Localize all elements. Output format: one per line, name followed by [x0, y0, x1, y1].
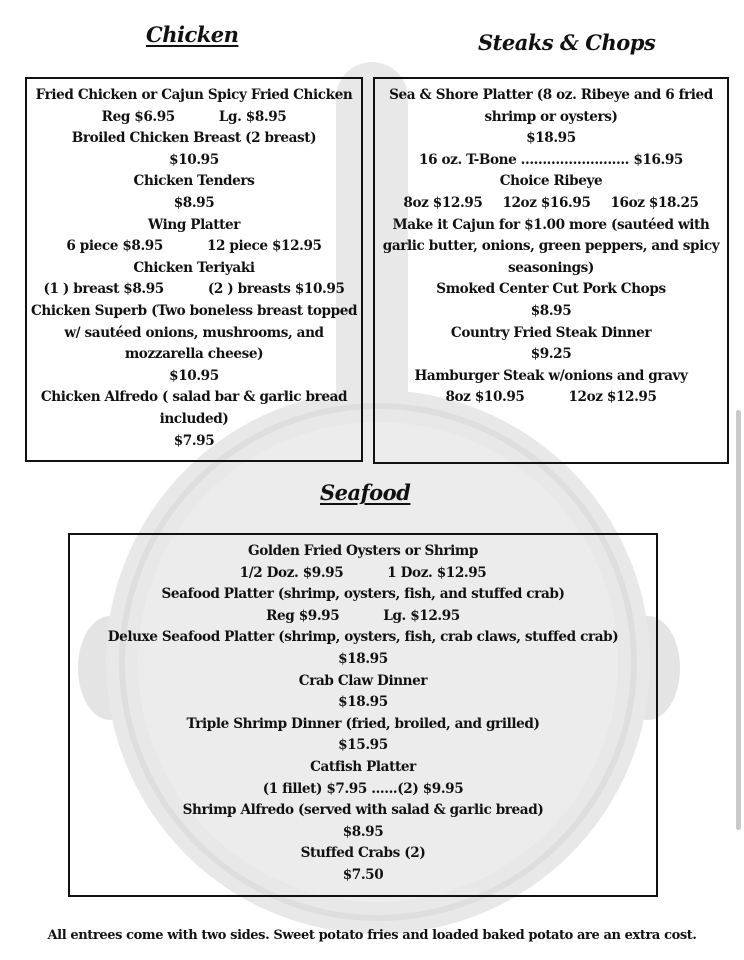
- menu-line: Golden Fried Oysters or Shrimp: [248, 543, 478, 559]
- menu-line: Fried Chicken or Cajun Spicy Fried Chicken: [35, 87, 353, 103]
- steaks-menu-box: [373, 77, 729, 464]
- menu-line: Chicken Teriyaki: [133, 259, 255, 276]
- menu-line: Make it Cajun for $1.00 more (sautéed with: [392, 216, 710, 233]
- menu-line: Country Fried Steak Dinner: [450, 324, 652, 341]
- menu-line: Shrimp Alfredo (served with salad & garlic bread): [182, 802, 544, 819]
- sides-footnote: All entrees come with two sides. Sweet potato fries and loaded baked potato are an extra cost.: [47, 928, 697, 943]
- menu-line: Crab Claw Dinner: [298, 672, 428, 689]
- menu-price-trio: 8oz $12.95 12oz $16.95 16oz $18.25: [403, 194, 699, 211]
- menu-price: $8.95: [530, 302, 572, 319]
- steaks-heading: Steaks & Chops: [478, 30, 656, 55]
- menu-price: $7.50: [342, 866, 384, 883]
- menu-line: Chicken Tenders: [133, 173, 255, 190]
- menu-price: $18.95: [338, 694, 388, 711]
- menu-line: garlic butter, onions, green peppers, and spicy: [382, 238, 720, 255]
- menu-price: $9.25: [530, 346, 572, 363]
- menu-line: Triple Shrimp Dinner (fried, broiled, and grilled): [186, 715, 540, 732]
- menu-price: $10.95: [169, 367, 219, 384]
- menu-price: (1 fillet) $7.95 ......(2) $9.95: [262, 780, 464, 797]
- menu-price: $18.95: [526, 130, 576, 147]
- menu-price-pair: (1 ) breast $8.95 (2 ) breasts $10.95: [43, 281, 345, 298]
- seafood-menu-box: [68, 533, 658, 897]
- chicken-menu-box: [25, 77, 363, 462]
- menu-price: $10.95: [169, 151, 219, 168]
- menu-line: mozzarella cheese): [124, 346, 264, 363]
- menu-line: Catfish Platter: [310, 758, 416, 775]
- menu-line: w/ sautéed onions, mushrooms, and: [64, 324, 324, 341]
- menu-price-pair: Reg $9.95 Lg. $12.95: [266, 607, 460, 624]
- menu-price-pair: 8oz $10.95 12oz $12.95: [445, 389, 657, 406]
- menu-line: Chicken Superb (Two boneless breast topped: [31, 302, 358, 319]
- menu-line: 16 oz. T-Bone ......................... $16.95: [419, 151, 683, 168]
- menu-line: Seafood Platter (shrimp, oysters, fish, and stuffed crab): [161, 586, 565, 603]
- seafood-heading: Seafood: [320, 480, 411, 505]
- menu-line: Deluxe Seafood Platter (shrimp, oysters, fish, crab claws, stuffed crab): [107, 629, 619, 646]
- menu-price-pair: 1/2 Doz. $9.95 1 Doz. $12.95: [239, 564, 487, 581]
- chicken-heading: Chicken: [146, 22, 239, 47]
- menu-line: Hamburger Steak w/onions and gravy: [414, 367, 688, 384]
- menu-price: $18.95: [338, 650, 388, 667]
- menu-line: shrimp or oysters): [484, 108, 618, 125]
- menu-price-pair: 6 piece $8.95 12 piece $12.95: [66, 238, 322, 255]
- menu-line: Chicken Alfredo ( salad bar & garlic bread: [40, 389, 348, 406]
- menu-line: Smoked Center Cut Pork Chops: [436, 281, 666, 298]
- menu-price: $8.95: [342, 823, 384, 840]
- menu-line: seasonings): [508, 259, 594, 276]
- menu-price: $7.95: [173, 432, 215, 449]
- menu-price: $8.95: [173, 194, 215, 211]
- menu-price: $15.95: [338, 737, 388, 754]
- vertical-scrollbar[interactable]: [736, 410, 741, 830]
- menu-price-pair: Reg $6.95 Lg. $8.95: [101, 108, 287, 125]
- menu-line: Broiled Chicken Breast (2 breast): [71, 130, 317, 147]
- menu-line: Sea & Shore Platter (8 oz. Ribeye and 6 fried: [389, 87, 713, 103]
- menu-line: included): [159, 410, 229, 427]
- menu-line: Wing Platter: [147, 216, 241, 233]
- menu-line: Choice Ribeye: [499, 173, 603, 190]
- menu-line: Stuffed Crabs (2): [300, 845, 426, 862]
